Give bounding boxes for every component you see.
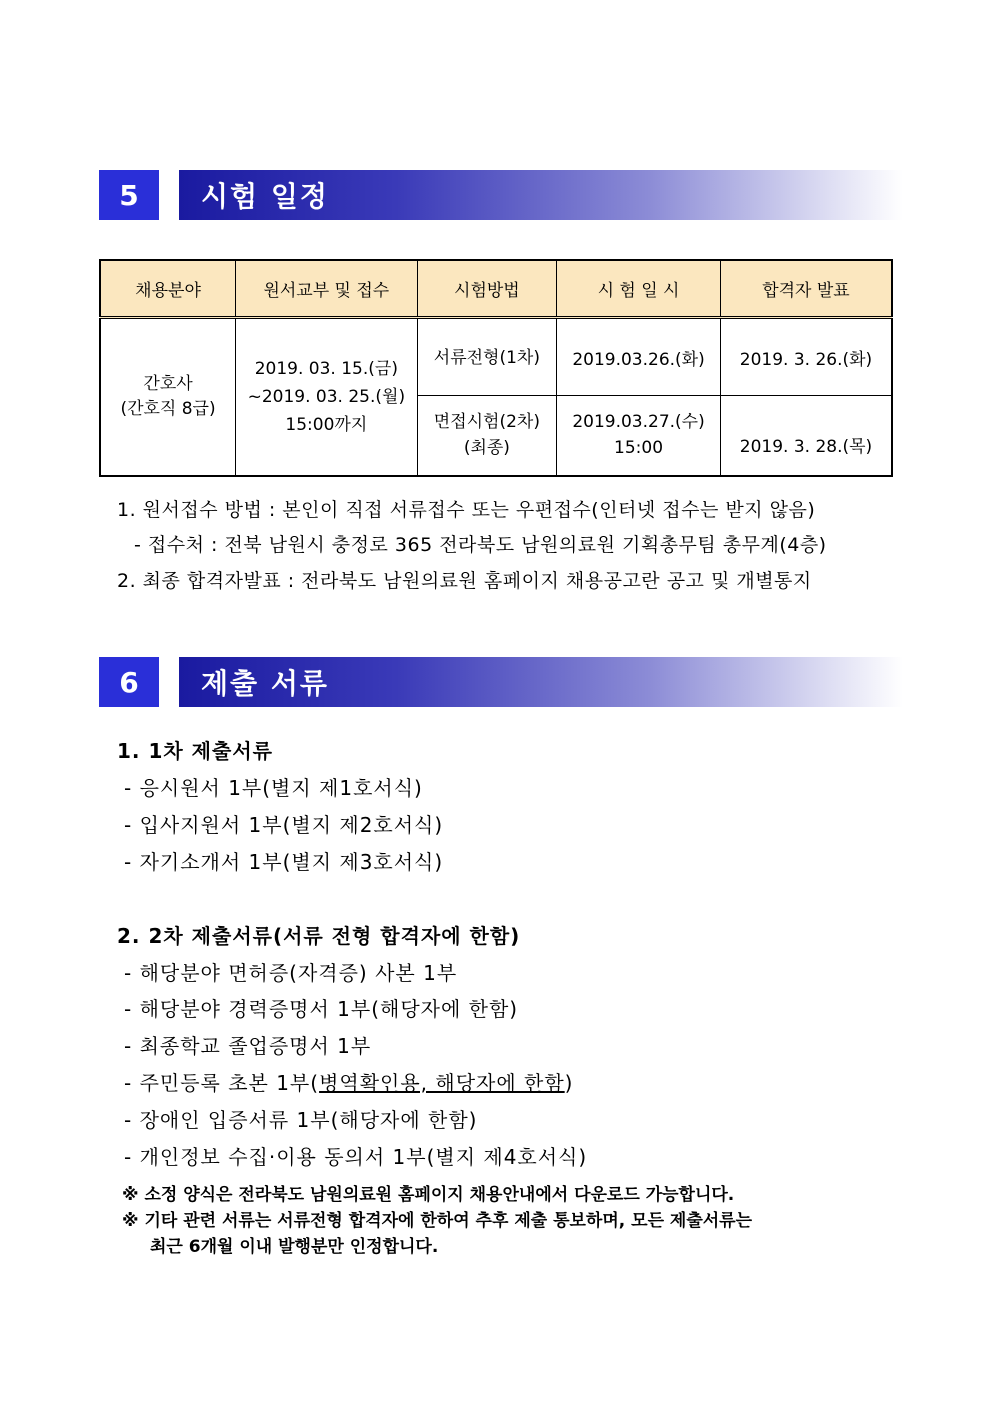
resident-prefix: - 주민등록 초본 1부( xyxy=(124,1071,320,1095)
header-method: 시험방법 xyxy=(417,260,557,318)
remark-download: ※ 소정 양식은 전라북도 남원의료원 홈페이지 채용안내에서 다운로드 가능합니다. xyxy=(122,1185,735,1205)
announce-cell xyxy=(720,318,892,396)
date-line-1: 2019.03.26.(화) xyxy=(572,349,705,370)
method-line-1: 면접시험(2차) xyxy=(433,412,540,433)
resident-suffix: ) xyxy=(564,1071,574,1095)
list-item: - 해당분야 면허증(자격증) 사본 1부 xyxy=(124,961,458,985)
note-reception-place: - 접수처 : 전북 남원시 충정로 365 전라북도 남원의료원 기획총무팀 총무계(4층) xyxy=(134,534,827,556)
field-cell xyxy=(100,318,236,476)
method-cell xyxy=(417,396,557,476)
announce-date: 2019. 3. 28.(목) xyxy=(739,436,873,457)
application-period-cell xyxy=(236,318,418,476)
section-5-header xyxy=(99,170,903,220)
period-line-1: 2019. 03. 15.(금) xyxy=(254,358,398,379)
list-item: - 해당분야 경력증명서 1부(해당자에 한함) xyxy=(124,997,519,1021)
table-header-row xyxy=(100,260,892,318)
section-6-title-bar xyxy=(179,657,903,707)
section-5-number: 5 xyxy=(99,170,159,220)
section-5-title-bar xyxy=(179,170,903,220)
first-documents-heading: 1. 1차 제출서류 xyxy=(117,739,273,763)
field-line-1: 간호사 xyxy=(143,373,193,394)
list-item: - 최종학교 졸업증명서 1부 xyxy=(124,1034,372,1058)
header-announcement: 합격자 발표 xyxy=(720,260,892,318)
list-item-resident-register xyxy=(124,1067,573,1096)
table-row xyxy=(100,318,892,396)
period-line-3: 15:00까지 xyxy=(285,414,368,435)
date-line-2: 15:00 xyxy=(614,438,664,459)
period-line-2: ~2019. 03. 25.(월) xyxy=(247,386,406,407)
announce-cell xyxy=(720,396,892,476)
header-field: 채용분야 xyxy=(100,260,236,318)
method-cell xyxy=(417,318,557,396)
note-final-announcement: 2. 최종 합격자발표 : 전라북도 남원의료원 홈페이지 채용공고란 공고 및 개별통지 xyxy=(117,570,812,592)
section-5-title: 시험 일정 xyxy=(201,180,329,213)
list-item: - 자기소개서 1부(별지 제3호서식) xyxy=(124,850,444,874)
announce-date: 2019. 3. 26.(화) xyxy=(739,349,873,370)
section-6-number: 6 xyxy=(99,657,159,707)
remark-recent-issue: 최근 6개월 이내 발행분만 인정합니다. xyxy=(150,1237,439,1257)
header-datetime: 시 험 일 시 xyxy=(557,260,721,318)
method-line-1: 서류전형(1차) xyxy=(433,348,540,368)
list-item: - 개인정보 수집·이용 동의서 1부(별지 제4호서식) xyxy=(124,1145,588,1169)
method-line-2: (최종) xyxy=(463,438,510,459)
list-item: - 장애인 입증서류 1부(해당자에 한함) xyxy=(124,1108,478,1132)
second-documents-heading: 2. 2차 제출서류(서류 전형 합격자에 한함) xyxy=(117,924,521,948)
exam-schedule-table xyxy=(99,259,893,477)
remark-other-documents: ※ 기타 관련 서류는 서류전형 합격자에 한하여 추후 제출 통보하며, 모든 제출서류는 xyxy=(122,1211,753,1231)
section-6-header xyxy=(99,657,903,707)
date-line-1: 2019.03.27.(수) xyxy=(572,412,705,433)
date-cell xyxy=(557,396,721,476)
field-line-2: (간호직 8급) xyxy=(120,398,216,419)
header-application: 원서교부 및 접수 xyxy=(236,260,418,318)
resident-underlined: 병역확인용, 해당자에 한함 xyxy=(319,1071,565,1095)
section-6-title: 제출 서류 xyxy=(201,667,329,700)
date-cell xyxy=(557,318,721,396)
list-item: - 응시원서 1부(별지 제1호서식) xyxy=(124,776,423,800)
note-application-method: 1. 원서접수 방법 : 본인이 직접 서류접수 또는 우편접수(인터넷 접수는 받지 않음) xyxy=(117,499,816,521)
list-item: - 입사지원서 1부(별지 제2호서식) xyxy=(124,813,444,837)
